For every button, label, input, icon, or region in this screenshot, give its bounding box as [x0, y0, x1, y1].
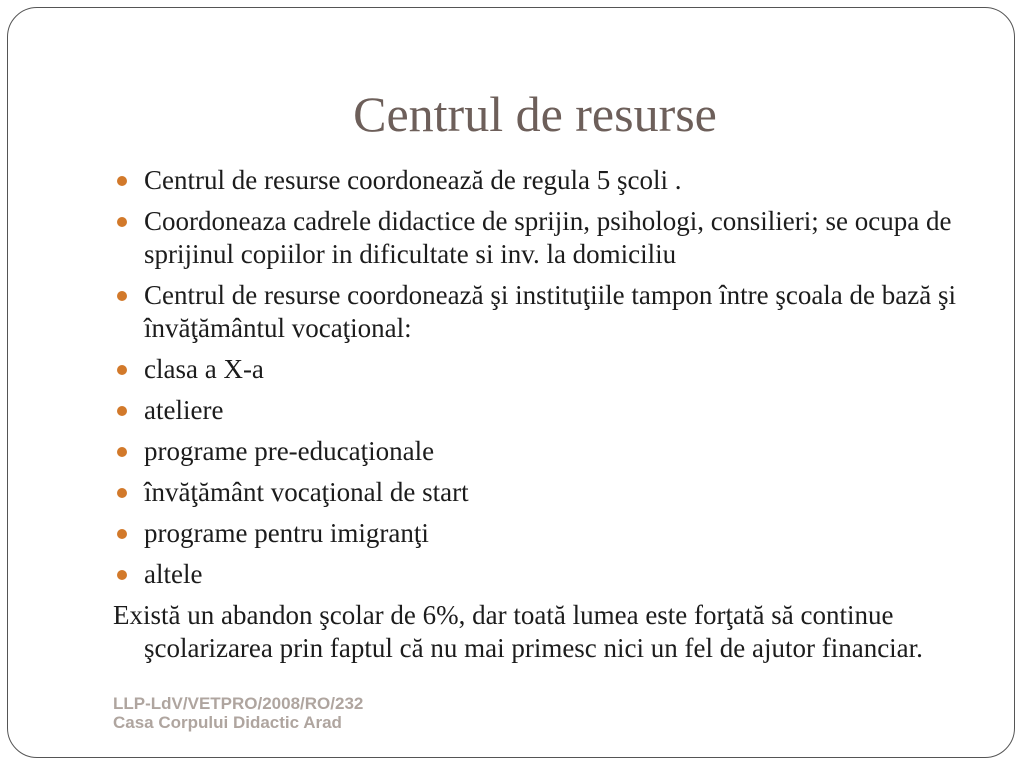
footer-project-code: LLP-LdV/VETPRO/2008/RO/232 — [113, 694, 364, 713]
bullet-list — [113, 164, 973, 591]
bullet-item — [113, 205, 973, 271]
bullet-dot-icon — [117, 406, 127, 416]
bullet-dot-icon — [117, 529, 127, 539]
bullet-item — [113, 517, 973, 550]
closing-paragraph: Există un abandon şcolar de 6%, dar toată lumea este forţată să continue şcolarizarea prin faptul că nu mai primesc nici un fel de ajutor financiar. — [113, 600, 923, 663]
bullet-dot-icon — [117, 217, 127, 227]
footer-text — [113, 694, 363, 732]
bullet-text: clasa a X-a — [144, 354, 264, 384]
footer-institution: Casa Corpului Didactic Arad — [113, 713, 342, 732]
bullet-text: învăţământ vocaţional de start — [144, 477, 469, 507]
bullet-text: ateliere — [144, 395, 224, 425]
bullet-item — [113, 353, 973, 386]
bullet-item — [113, 279, 973, 345]
bullet-dot-icon — [117, 176, 127, 186]
bullet-item — [113, 476, 973, 509]
bullet-item — [113, 435, 973, 468]
bullet-item — [113, 558, 973, 591]
bullet-text: programe pre-educaţionale — [144, 436, 435, 466]
bullet-dot-icon — [117, 488, 127, 498]
bullet-text: altele — [144, 559, 203, 589]
bullet-text: Centrul de resurse coordonează şi instituţiile tampon între şcoala de bază şi învăţământul vocaţional: — [144, 280, 956, 343]
bullet-item — [113, 164, 973, 197]
slide-content — [113, 164, 973, 665]
bullet-dot-icon — [117, 365, 127, 375]
bullet-item — [113, 394, 973, 427]
bullet-text: Coordoneaza cadrele didactice de sprijin, psihologi, consilieri; se ocupa de sprijinul copiilor in dificultate si inv. la domiciliu — [144, 206, 952, 269]
bullet-dot-icon — [117, 447, 127, 457]
bullet-text: programe pentru imigranţi — [144, 518, 429, 548]
bullet-dot-icon — [117, 570, 127, 580]
bullet-text: Centrul de resurse coordonează de regula 5 şcoli . — [144, 165, 682, 195]
bullet-dot-icon — [117, 291, 127, 301]
slide-title: Centrul de resurse — [353, 86, 717, 142]
